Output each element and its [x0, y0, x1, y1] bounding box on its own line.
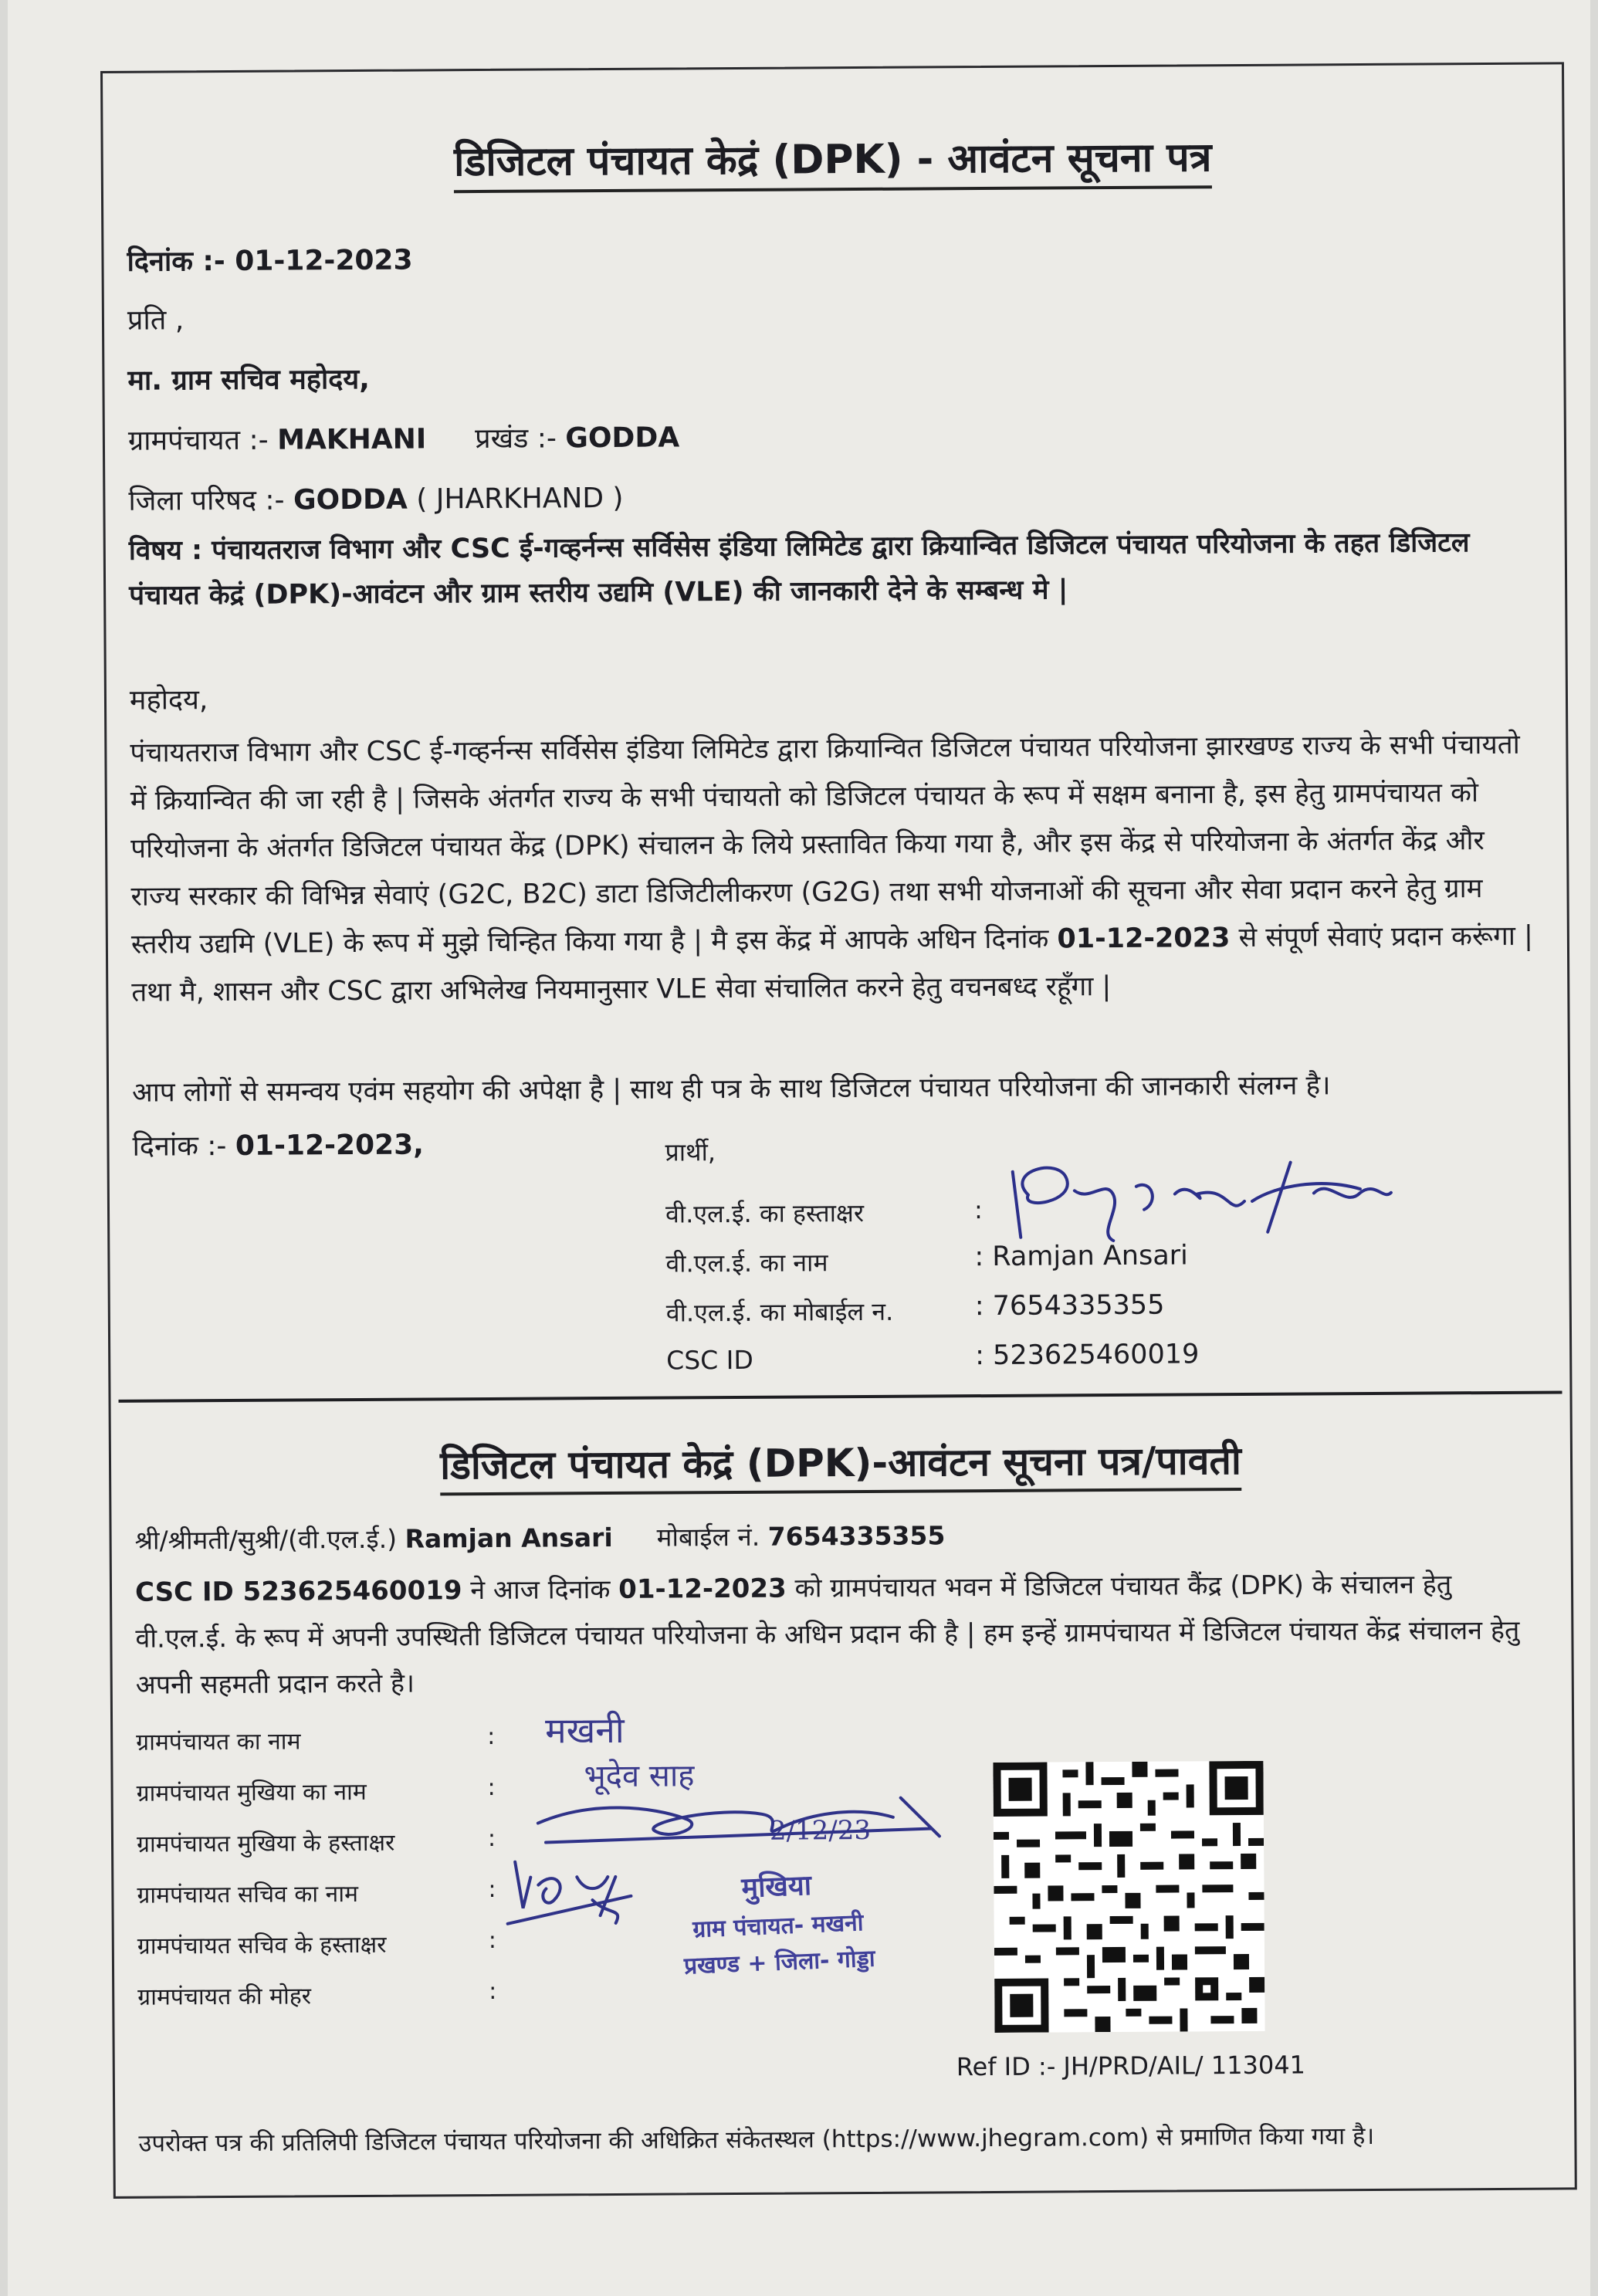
subject: विषय : पंचायतराज विभाग और CSC ई-गव्हर्नन्स सर्विसेस इंडिया लिमिटेड द्वारा क्रियान्वित डिजिटल पंचायत परियोजना के तहत डिजिटल पंचायत केद्रं (DPK)-आवंटन और ग्राम स्तरीय उद्यमि (VLE) की जानकारी देने के सम्बन्ध मे |	[128, 527, 1470, 611]
field-colon: :	[487, 1722, 496, 1750]
vle-sign-label: वी.एल.ई. का हस्ताक्षर	[665, 1197, 865, 1229]
prarthi: प्रार्थी,	[665, 1137, 716, 1167]
stamp-block-district: प्रखण्ड + जिला- गोड्डा	[683, 1945, 876, 1980]
date-line: दिनांक :- 01-12-2023	[127, 244, 413, 278]
field-sachiv-name: ग्रामपंचायत सचिव का नाम	[137, 1881, 359, 1909]
vle-mobile-label: वी.एल.ई. का मोबाईल न.	[665, 1296, 894, 1328]
paper-sheet	[8, 0, 1590, 2296]
date2-line: दिनांक :- 01-12-2023,	[132, 1129, 424, 1163]
sachiv-signature	[499, 1854, 655, 1939]
field-stamp: ग्रामपंचायत की मोहर	[137, 1983, 312, 2011]
stamp-panchayat: ग्राम पंचायत- मखनी	[692, 1909, 865, 1944]
district-line: जिला परिषद :- GODDA ( JHARKHAND )	[128, 482, 624, 517]
mukhiya-signature	[530, 1782, 948, 1854]
salutation: महोदय,	[129, 684, 208, 716]
addressee: मा. ग्राम सचिव महोदय,	[127, 363, 371, 397]
official-stamp	[637, 1861, 919, 1983]
field-mukhiya-sign: ग्रामपंचायत मुखिया के हस्ताक्षर	[136, 1829, 395, 1858]
vle-name-line: श्री/श्रीमती/सुश्री/(वी.एल.ई.) Ramjan Ansari मोबाईल नं. 7654335355	[134, 1520, 946, 1556]
acknowledgement-text: CSC ID 523625460019 ने आज दिनांक 01-12-2023 को ग्रामपंचायत भवन में डिजिटल पंचायत कैंद्र (DPK) के संचालन हेतु वी.एल.ई. के रूप में अपनी उपस्थिती डिजिटल पंचायत परियोजना के अधिन प्रदान की है | हम इन्हें ग्रामपंचायत में डिजिटल पंचायत केंद्र संचालन हेतु अपनी सहमती प्रदान करते है।	[134, 1569, 1520, 1701]
letter-title: डिजिटल पंचायत केद्रं (DPK) - आवंटन सूचना पत्र	[103, 126, 1562, 190]
field-sachiv-sign: ग्रामपंचायत सचिव के हस्ताक्षर	[137, 1931, 387, 1960]
vle-name-label: वी.एल.ई. का नाम	[665, 1248, 828, 1278]
stamp-title: मुखिया	[740, 1869, 812, 1905]
vle-signature	[997, 1146, 1400, 1249]
qr-code	[993, 1761, 1265, 2033]
handwritten-sign-date: 2/12/23	[769, 1814, 872, 1847]
footer-note: उपरोक्त पत्र की प्रतिलिपी डिजिटल पंचायत परियोजना की अधिक्रित संकेतस्थल (https://www.jhegram.com) से प्रमाणित किया गया है।	[138, 2122, 1375, 2158]
section-divider	[119, 1390, 1562, 1402]
field-colon: :	[487, 1773, 496, 1801]
closing-line: आप लोगों से समन्वय एवंम सहयोग की अपेक्षा है | साथ ही पत्र के साथ डिजिटल पंचायत परियोजना की जानकारी संलग्न है।	[131, 1070, 1331, 1109]
field-colon: :	[488, 1875, 496, 1903]
field-colon: :	[488, 1926, 497, 1954]
csc-id-label: CSC ID	[666, 1344, 754, 1376]
letter-frame	[100, 62, 1577, 2199]
field-panchayat-name: ग्रामपंचायत का नाम	[136, 1728, 301, 1756]
receipt-title: डिजिटल पंचायत केद्रं (DPK)-आवंटन सूचना पत्र/पावती	[111, 1431, 1570, 1492]
panchayat-line: ग्रामपंचायत :- MAKHANI प्रखंड :- GODDA	[127, 422, 680, 457]
vle-sign-colon: :	[973, 1195, 983, 1225]
prati: प्रति ,	[127, 304, 185, 337]
field-colon: :	[487, 1824, 496, 1852]
vle-name: : Ramjan Ansari	[974, 1240, 1188, 1273]
handwritten-mukhiya-name: भूदेव साह	[584, 1758, 695, 1795]
field-colon: :	[489, 1977, 497, 2005]
vle-mobile: : 7654335355	[974, 1289, 1165, 1322]
letter-body: पंचायतराज विभाग और CSC ई-गव्हर्नन्स सर्विसेस इंडिया लिमिटेड द्वारा क्रियान्वित डिजिटल पंचायत परियोजना झारखण्ड राज्य के सभी पंचायतो में क्रियान्वित की जा रही है | जिसके अंतर्गत राज्य के सभी पंचायतो को डिजिटल पंचायत के रूप में सक्षम बनाना है, इस हेतु ग्रामपंचायत को परियोजना के अंतर्गत डिजिटल पंचायत केंद्र (DPK) संचालन के लिये प्रस्तावित किया गया है, और इस केंद्र से परियोजना के अंतर्गत केंद्र और राज्य सरकार की विभिन्न सेवाएं (G2C, B2C) डाटा डिजिटीलीकरण (G2G) तथा सभी योजनाओं की सूचना और सेवा प्रदान करने हेतु ग्राम स्तरीय उद्यमि (VLE) के रूप में मुझे चिन्हित किया गया है | मै इस केंद्र में आपके अधिन दिनांक 01-12-2023 से संपूर्ण सेवाएं प्रदान करूंगा | तथा मै, शासन और CSC द्वारा अभिलेख नियमानुसार VLE सेवा संचालित करने हेतु वचनबध्द रहूँगा |	[130, 729, 1533, 1008]
csc-id: : 523625460019	[975, 1339, 1200, 1372]
handwritten-panchayat-name: मखनी	[544, 1708, 625, 1752]
field-mukhiya-name: ग्रामपंचायत मुखिया का नाम	[136, 1778, 367, 1807]
ref-id: Ref ID :- JH/PRD/AIL/ 113041	[956, 2050, 1306, 2082]
